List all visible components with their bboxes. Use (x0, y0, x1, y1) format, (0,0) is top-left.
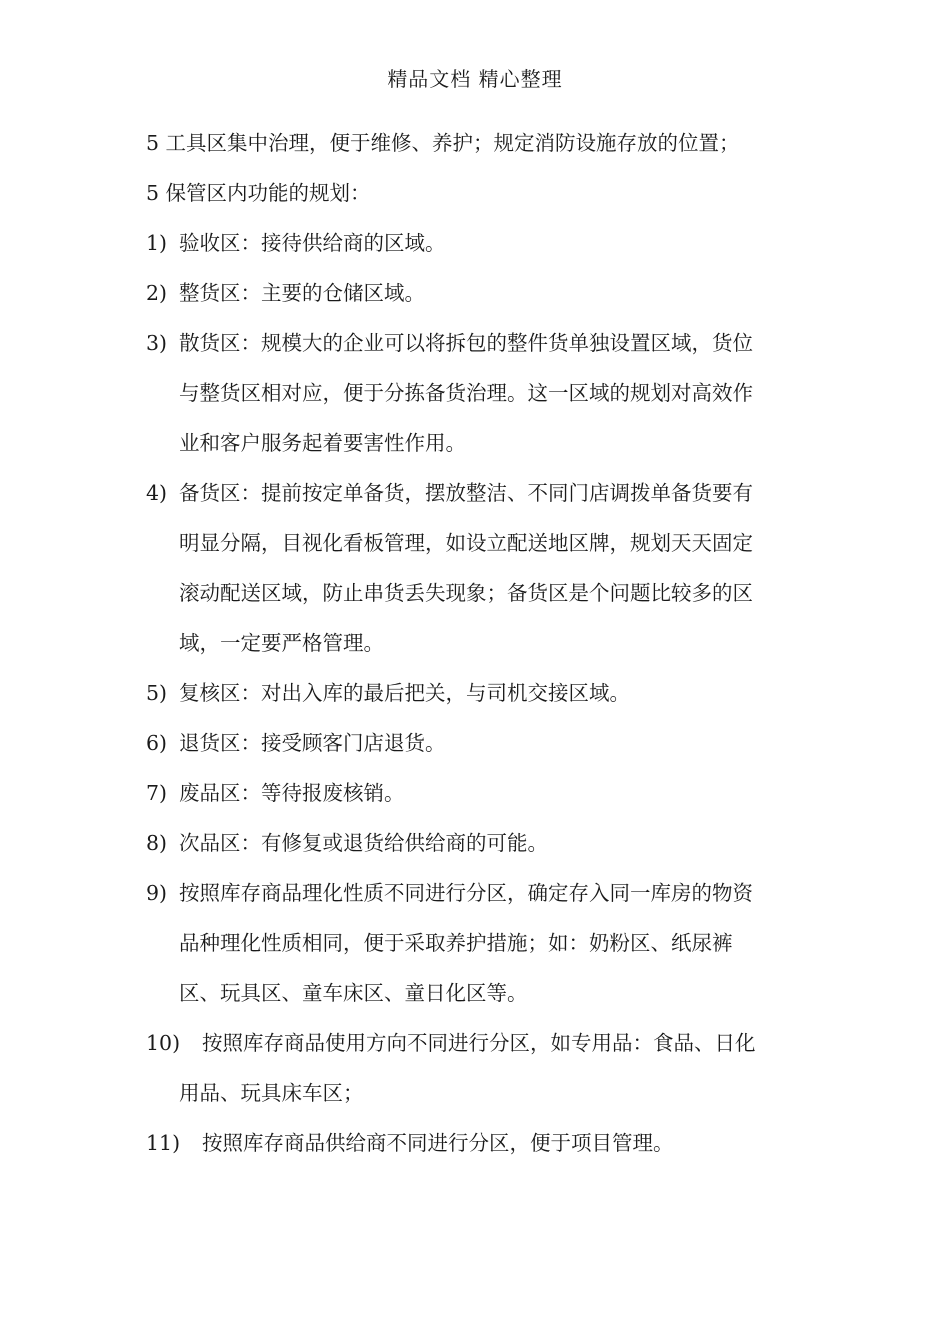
list-item-number: 7) (146, 781, 168, 805)
list-item (146, 1118, 810, 1168)
text-line: 区、玩具区、童车床区、童日化区等。 (179, 981, 528, 1005)
list-item (146, 668, 810, 718)
text-line: 按照库存商品使用方向不同进行分区，如专用品：食品、日化 (202, 1031, 756, 1055)
text-line: 废品区：等待报废核销。 (179, 781, 405, 805)
paragraph: 5 工具区集中治理，便于维修、养护；规定消防设施存放的位置； (146, 131, 740, 155)
list-item (146, 318, 810, 468)
list-item-number: 10) (146, 1031, 181, 1055)
list-item (146, 718, 810, 768)
text-line: 复核区：对出入库的最后把关，与司机交接区域。 (179, 681, 630, 705)
list-item-text (179, 718, 810, 768)
paragraph: 5 保管区内功能的规划： (146, 181, 371, 205)
list-item-number: 3) (146, 331, 168, 355)
list-item-text (179, 818, 810, 868)
text-line: 按照库存商品理化性质不同进行分区，确定存入同一库房的物资 (179, 881, 753, 905)
list-item-number: 6) (146, 731, 168, 755)
list-item-text (202, 1118, 810, 1168)
text-line: 明显分隔，目视化看板管理，如设立配送地区牌，规划天天固定 (179, 531, 753, 555)
list-item-number: 11) (146, 1131, 181, 1155)
list-item (146, 218, 810, 268)
text-line: 退货区：接受顾客门店退货。 (179, 731, 446, 755)
list-item (146, 268, 810, 318)
text-line: 整货区：主要的仓储区域。 (179, 281, 425, 305)
list-item-text (179, 318, 810, 468)
text-line: 业和客户服务起着要害性作用。 (179, 431, 466, 455)
list-item-number: 5) (146, 681, 168, 705)
text-line: 按照库存商品供给商不同进行分区，便于项目管理。 (202, 1131, 674, 1155)
list-item-text (179, 668, 810, 718)
list-item-text (179, 1018, 810, 1118)
list-item (146, 468, 810, 668)
list-item-number: 4) (146, 481, 168, 505)
list-item-text (179, 468, 810, 668)
list-item-number: 1) (146, 231, 168, 255)
list-item-number: 2) (146, 281, 168, 305)
text-line: 散货区：规模大的企业可以将拆包的整件货单独设置区域，货位 (179, 331, 753, 355)
list-item (146, 1018, 810, 1118)
list-item-text (179, 218, 810, 268)
list-item-text (179, 268, 810, 318)
text-line: 品种理化性质相同，便于采取养护措施；如：奶粉区、纸尿裤 (179, 931, 733, 955)
text-line: 滚动配送区域，防止串货丢失现象；备货区是个问题比较多的区 (179, 581, 753, 605)
text-line: 次品区：有修复或退货给供给商的可能。 (179, 831, 548, 855)
list-item-number: 8) (146, 831, 168, 855)
list-item-text (179, 868, 810, 1018)
document-body (146, 118, 810, 1168)
list-item (146, 768, 810, 818)
text-line: 用品、玩具床车区； (179, 1081, 364, 1105)
text-line: 域，一定要严格管理。 (179, 631, 384, 655)
text-line: 验收区：接待供给商的区域。 (179, 231, 446, 255)
text-line: 备货区：提前按定单备货，摆放整洁、不同门店调拨单备货要有 (179, 481, 753, 505)
list-item-number: 9) (146, 881, 168, 905)
list-item (146, 868, 810, 1018)
text-line: 与整货区相对应，便于分拣备货治理。这一区域的规划对高效作 (179, 381, 753, 405)
page-header: 精品文档 精心整理 (387, 67, 563, 91)
list-item-text (179, 768, 810, 818)
list-item (146, 818, 810, 868)
